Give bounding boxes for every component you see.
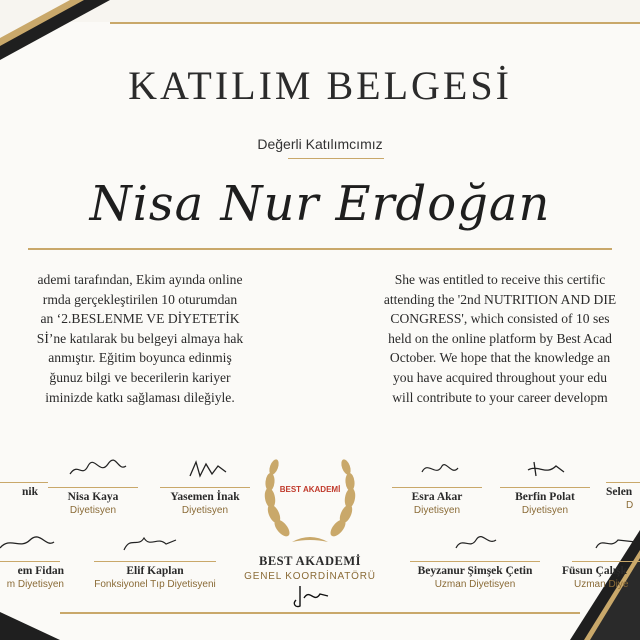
signatory-7 [0, 532, 70, 590]
signatory-name: Yasemen İnak [170, 491, 240, 503]
name-underline [28, 248, 612, 250]
corner-decoration-bottom-left [0, 612, 60, 640]
signatory-name: Nisa Kaya [67, 491, 119, 503]
signature-mark [400, 532, 550, 554]
signature-line [392, 487, 482, 488]
signatory-name: Füsun Çalışk [562, 565, 627, 577]
laurel-wreath-logo [252, 452, 368, 552]
body-line: CONGRESS', which consisted of 10 ses [390, 311, 610, 327]
signature-line [0, 561, 60, 562]
signatory-role: Uzman Diye [574, 579, 629, 590]
signatory-8 [84, 532, 226, 590]
body-line: She was entitled to receive this certific [394, 272, 606, 287]
body-line: an ‘2.BESLENME VE DİYETETİK [40, 311, 240, 327]
body-line: ğunuz bilgi ve becerilerin kariyer [49, 369, 231, 385]
signatory-name: Elif Kaplan [126, 565, 184, 577]
body-line: anmıştır. Eğitim boyunca edinmiş [48, 350, 232, 366]
signatory-10 [562, 532, 640, 590]
body-line: ademi tarafından, Ekim ayında online [37, 272, 243, 287]
signatory-9 [400, 532, 550, 590]
body-text-turkish [0, 270, 300, 407]
signature-line [410, 561, 540, 562]
signature-mark [562, 532, 640, 554]
body-line: iminizde katkı sağlaması dileğiyle. [45, 389, 235, 405]
signature-line [94, 561, 216, 562]
signatory-name: Berfin Polat [515, 491, 575, 503]
signatory-role: Diyetisyen [69, 505, 117, 516]
signature-line [48, 487, 138, 488]
signature-mark [48, 458, 138, 480]
signatory-name: Selen [606, 486, 633, 498]
signature-mark [84, 532, 226, 554]
signature-line [572, 561, 640, 562]
signature-mark [392, 458, 482, 480]
signatory-role: Diyetisyen [521, 505, 569, 516]
corner-decoration-top-left-inner [0, 0, 70, 38]
signatory-name: Esra Akar [411, 491, 463, 503]
signatory-name: nik [22, 486, 38, 498]
signatory-name: em Fidan [17, 565, 64, 577]
body-line: will contribute to your career developm [392, 389, 608, 405]
signatory-role: Uzman Diyetisyen [434, 579, 516, 590]
signature-line [606, 482, 640, 483]
logo-text: BEST AKADEMİ [279, 485, 341, 494]
signatory-3 [150, 458, 260, 516]
top-gold-line [110, 22, 640, 24]
body-line: you have acquired throughout your edu [392, 369, 608, 385]
body-line: rmda gerçekleştirilen 10 oturumdan [42, 291, 238, 307]
signature-line [160, 487, 250, 488]
recipient-name: Nisa Nur Erdoğan [89, 176, 551, 232]
signatory-name: Beyzanur Şimşek Çetin [417, 565, 533, 577]
signatory-6 [596, 458, 640, 511]
signature-line [500, 487, 590, 488]
signatory-role: D [626, 500, 634, 511]
body-line: attending the '2nd NUTRITION AND DIE [383, 291, 617, 307]
organization-name: BEST AKADEMİ [259, 554, 361, 568]
subtitle-underline [288, 158, 384, 159]
signature-mark [596, 458, 640, 480]
signatory-5 [490, 458, 600, 516]
body-line: held on the online platform by Best Acad [388, 330, 612, 346]
signatory-role: Diyetisyen [181, 505, 229, 516]
bottom-gold-line [60, 612, 580, 614]
certificate-subtitle: Değerli Katılımcımız [257, 136, 383, 152]
signature-mark [0, 532, 70, 554]
signature-mark [500, 458, 590, 480]
signatory-role: m Diyetisyen [6, 579, 64, 590]
signatory-role: Fonksiyonel Tıp Diyetisyeni [94, 579, 216, 590]
certificate-title: KATILIM BELGESİ [128, 63, 512, 108]
organization-role: GENEL KOORDİNATÖRÜ [244, 571, 376, 582]
signatory-4 [382, 458, 492, 516]
body-text-english [330, 270, 640, 407]
body-line: Sİ’ne katılarak bu belgeyi almaya hak [36, 330, 244, 346]
signatory-2 [38, 458, 148, 516]
signatory-role: Diyetisyen [413, 505, 461, 516]
body-line: October. We hope that the knowledge an [389, 350, 611, 366]
coordinator-signature [286, 582, 336, 610]
signature-mark [160, 458, 250, 480]
